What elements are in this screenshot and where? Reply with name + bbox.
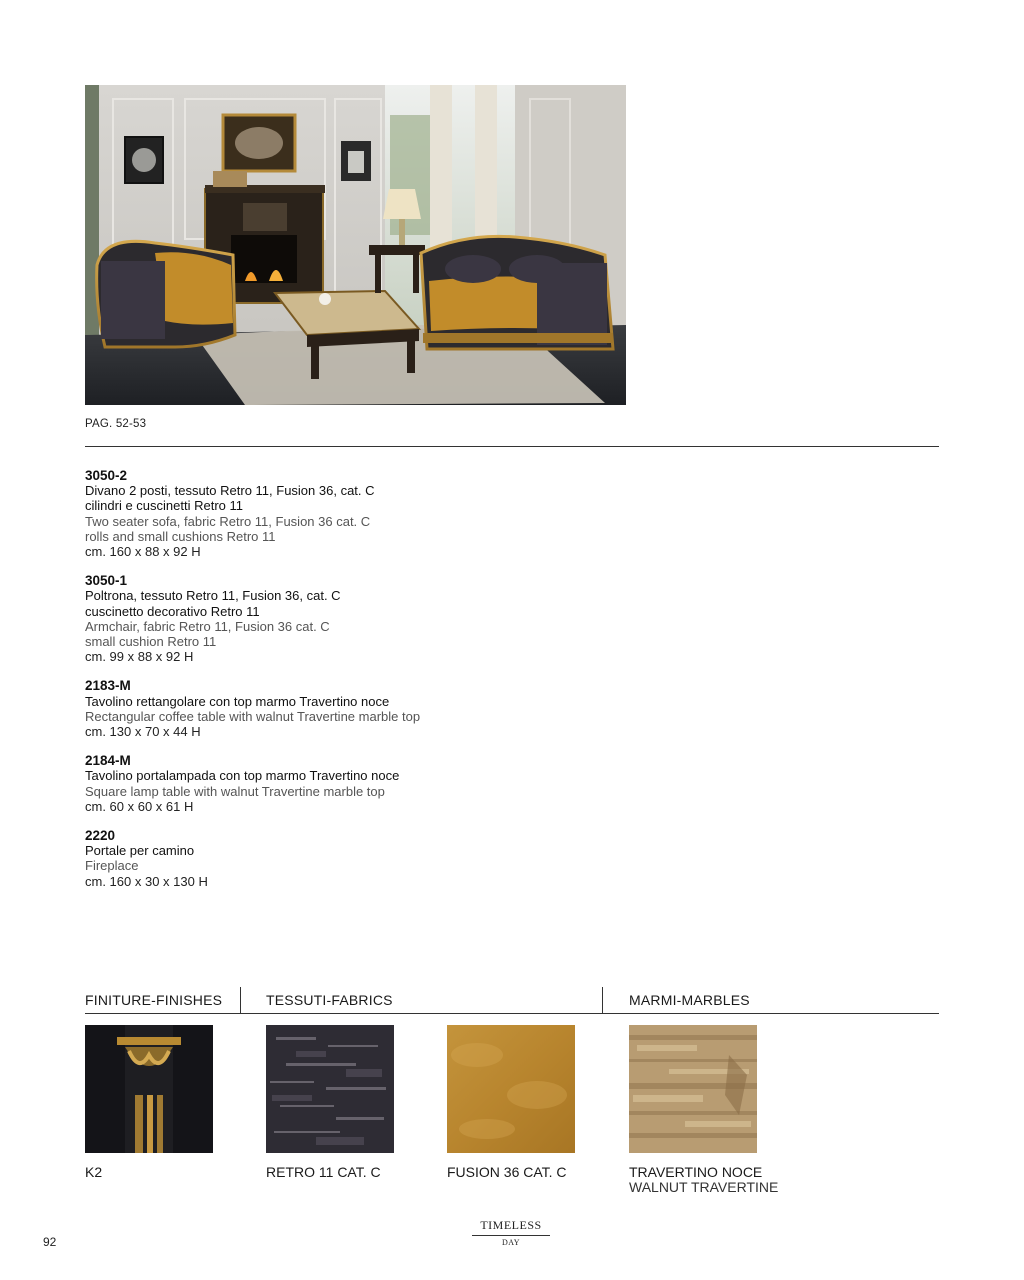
product-code: 3050-1 bbox=[85, 573, 128, 589]
italian-description: Poltrona, tessuto Retro 11, Fusion 36, cat. C bbox=[85, 588, 341, 604]
swatch-name: RETRO 11 CAT. C bbox=[266, 1164, 381, 1180]
dimensions: cm. 160 x 30 x 130 H bbox=[85, 873, 208, 889]
swatch-label bbox=[85, 1165, 102, 1180]
divider-rule bbox=[85, 1013, 939, 1014]
english-description: Two seater sofa, fabric Retro 11, Fusion 36 cat. C bbox=[85, 513, 371, 529]
divider-rule bbox=[85, 446, 939, 447]
fabric-swatch-retro-11 bbox=[266, 1025, 394, 1153]
product-item bbox=[85, 828, 685, 889]
product-item bbox=[85, 753, 685, 814]
page-number: 92 bbox=[43, 1235, 57, 1249]
swatch-subname: WALNUT TRAVERTINE bbox=[629, 1179, 779, 1195]
italian-description: Portale per camino bbox=[85, 843, 195, 859]
english-description: rolls and small cushions Retro 11 bbox=[85, 528, 276, 544]
product-code: 2220 bbox=[85, 828, 116, 844]
marble-swatch-travertino-noce bbox=[629, 1025, 757, 1153]
room-photo bbox=[85, 85, 626, 405]
section-fabrics-heading: TESSUTI-FABRICS bbox=[266, 992, 393, 1008]
italian-description: Tavolino portalampada con top marmo Travertino noce bbox=[85, 768, 400, 784]
english-description: Rectangular coffee table with walnut Travertine marble top bbox=[85, 708, 421, 724]
english-description: small cushion Retro 11 bbox=[85, 634, 217, 650]
product-item bbox=[85, 468, 685, 559]
brand-logo bbox=[470, 1218, 552, 1247]
dimensions: cm. 130 x 70 x 44 H bbox=[85, 724, 201, 740]
italian-description: Divano 2 posti, tessuto Retro 11, Fusion 36, cat. C bbox=[85, 483, 375, 499]
finish-swatch-k2 bbox=[85, 1025, 213, 1153]
italian-description: cilindri e cuscinetti Retro 11 bbox=[85, 498, 243, 514]
swatch-label bbox=[266, 1165, 381, 1180]
product-item bbox=[85, 573, 685, 664]
swatch-name: K2 bbox=[85, 1164, 103, 1180]
product-item bbox=[85, 678, 685, 739]
fabric-swatch-fusion-36 bbox=[447, 1025, 575, 1153]
english-description: Armchair, fabric Retro 11, Fusion 36 cat. C bbox=[85, 618, 330, 634]
page-reference: PAG. 52-53 bbox=[85, 418, 147, 430]
section-marbles-heading: MARMI-MARBLES bbox=[629, 992, 750, 1008]
swatch-name: TRAVERTINO NOCE bbox=[629, 1164, 763, 1180]
product-code: 2183-M bbox=[85, 678, 131, 694]
dimensions: cm. 60 x 60 x 61 H bbox=[85, 798, 194, 814]
swatch-name: FUSION 36 CAT. C bbox=[447, 1164, 567, 1180]
product-list bbox=[85, 468, 685, 903]
product-code: 2184-M bbox=[85, 753, 131, 769]
product-code: 3050-2 bbox=[85, 468, 128, 483]
english-description: Fireplace bbox=[85, 858, 139, 874]
dimensions: cm. 160 x 88 x 92 H bbox=[85, 544, 201, 560]
section-separator bbox=[240, 987, 241, 1014]
brand-sub: DAY bbox=[501, 1238, 521, 1247]
italian-description: Tavolino rettangolare con top marmo Travertino noce bbox=[85, 693, 390, 709]
italian-description: cuscinetto decorativo Retro 11 bbox=[85, 603, 260, 619]
dimensions: cm. 99 x 88 x 92 H bbox=[85, 649, 194, 665]
brand-rule bbox=[472, 1235, 550, 1236]
brand-name: TIMELESS bbox=[480, 1218, 542, 1232]
english-description: Square lamp table with walnut Travertine marble top bbox=[85, 783, 385, 799]
swatch-label bbox=[629, 1165, 778, 1195]
section-separator bbox=[602, 987, 603, 1014]
swatch-label bbox=[447, 1165, 567, 1180]
section-finishes-heading: FINITURE-FINISHES bbox=[85, 992, 223, 1008]
